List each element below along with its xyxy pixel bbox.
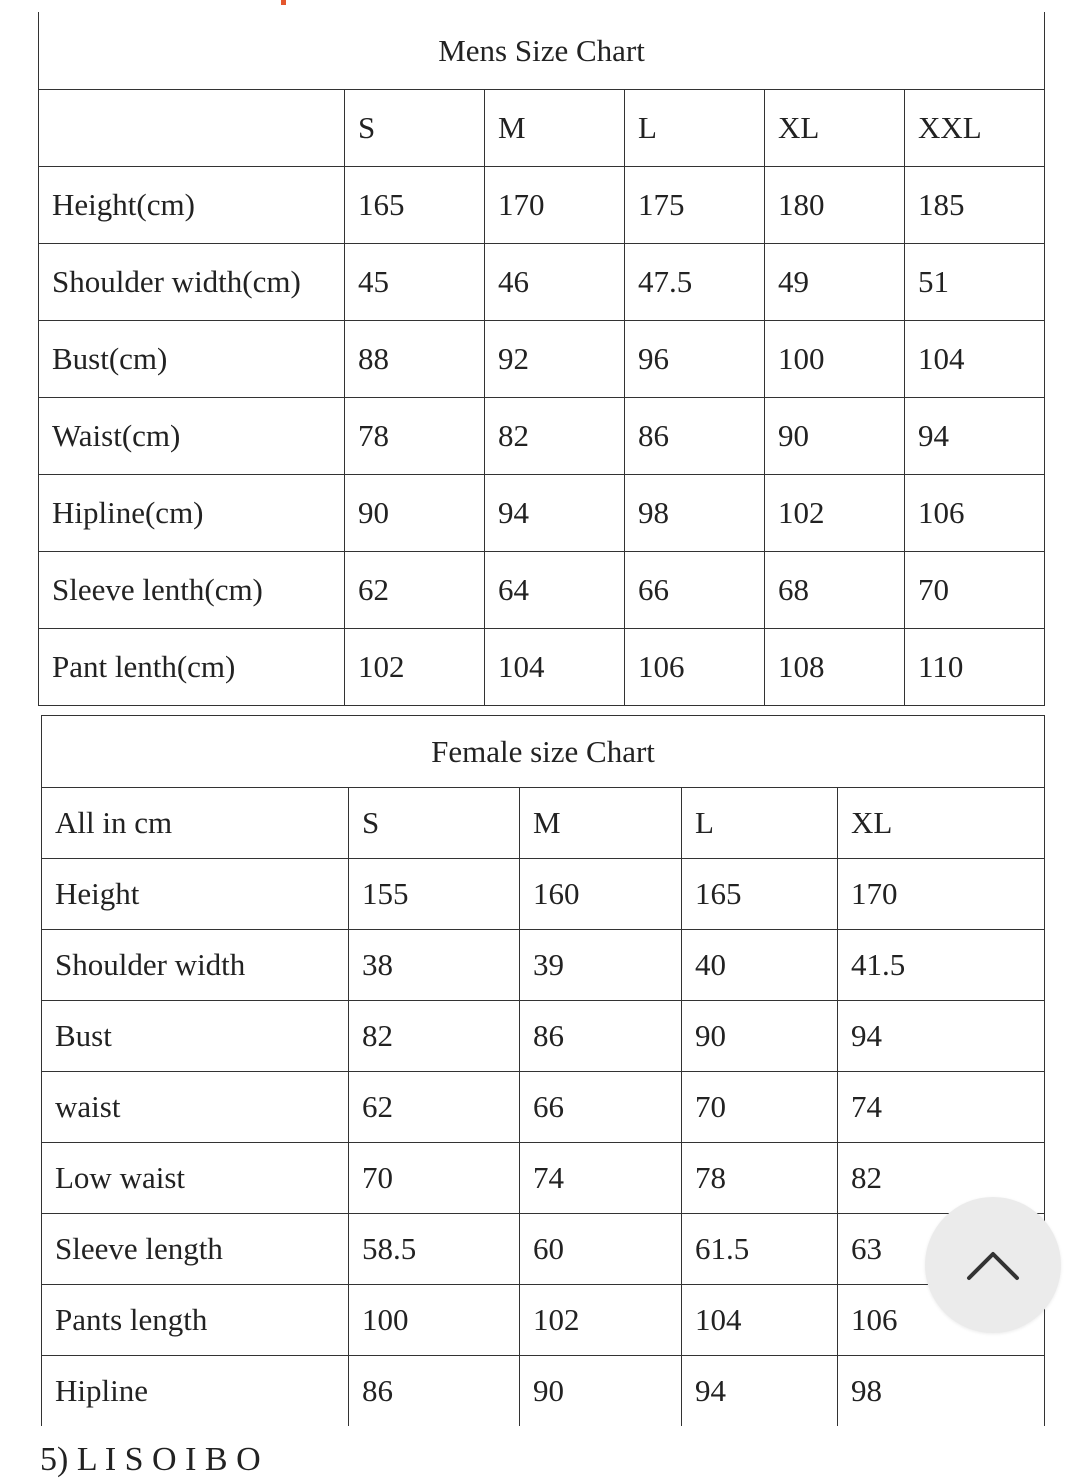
female-header-row <box>42 788 1045 859</box>
table-row <box>42 1001 1045 1072</box>
table-cell: 70 <box>905 552 1045 629</box>
table-cell: 104 <box>905 321 1045 398</box>
header-cell: M <box>520 788 682 859</box>
table-cell: 165 <box>345 167 485 244</box>
mens-size-chart <box>38 12 1045 706</box>
table-row <box>39 475 1045 552</box>
table-cell: 90 <box>765 398 905 475</box>
table-cell: 51 <box>905 244 1045 321</box>
header-cell: XL <box>765 90 905 167</box>
table-cell: 63 <box>838 1214 1045 1285</box>
table-row <box>39 167 1045 244</box>
table-cell: 58.5 <box>349 1214 520 1285</box>
table-cell: 180 <box>765 167 905 244</box>
row-label: Height <box>42 859 349 930</box>
table-cell: 74 <box>838 1072 1045 1143</box>
row-label: Shoulder width <box>42 930 349 1001</box>
female-chart-title: Female size Chart <box>42 716 1045 788</box>
table-cell: 86 <box>349 1356 520 1427</box>
row-label: Hipline(cm) <box>39 475 345 552</box>
header-cell <box>39 90 345 167</box>
table-row <box>39 398 1045 475</box>
header-cell: XXL <box>905 90 1045 167</box>
table-cell: 62 <box>345 552 485 629</box>
table-row <box>42 930 1045 1001</box>
table-cell: 94 <box>682 1356 838 1427</box>
table-cell: 90 <box>682 1001 838 1072</box>
table-cell: 46 <box>485 244 625 321</box>
table-cell: 41.5 <box>838 930 1045 1001</box>
table-cell: 70 <box>349 1143 520 1214</box>
header-cell: S <box>345 90 485 167</box>
table-cell: 94 <box>485 475 625 552</box>
row-label: Pants length <box>42 1285 349 1356</box>
table-cell: 78 <box>345 398 485 475</box>
row-label: Hipline <box>42 1356 349 1427</box>
table-cell: 61.5 <box>682 1214 838 1285</box>
table-cell: 82 <box>838 1143 1045 1214</box>
table-cell: 100 <box>349 1285 520 1356</box>
header-cell: S <box>349 788 520 859</box>
table-cell: 108 <box>765 629 905 706</box>
row-label: Waist(cm) <box>39 398 345 475</box>
table-cell: 170 <box>838 859 1045 930</box>
table-cell: 185 <box>905 167 1045 244</box>
table-cell: 92 <box>485 321 625 398</box>
table-cell: 62 <box>349 1072 520 1143</box>
table-cell: 104 <box>682 1285 838 1356</box>
header-cell: XL <box>838 788 1045 859</box>
table-row <box>42 859 1045 930</box>
table-cell: 64 <box>485 552 625 629</box>
row-label: Bust(cm) <box>39 321 345 398</box>
table-cell: 68 <box>765 552 905 629</box>
table-row <box>42 1214 1045 1285</box>
table-cell: 98 <box>838 1356 1045 1427</box>
table-cell: 102 <box>520 1285 682 1356</box>
table-cell: 106 <box>625 629 765 706</box>
table-cell: 96 <box>625 321 765 398</box>
table-cell: 170 <box>485 167 625 244</box>
row-label: Pant lenth(cm) <box>39 629 345 706</box>
table-cell: 94 <box>905 398 1045 475</box>
chevron-up-icon <box>965 1248 1021 1282</box>
table-cell: 98 <box>625 475 765 552</box>
table-row <box>39 321 1045 398</box>
header-cell: L <box>625 90 765 167</box>
mens-chart-title: Mens Size Chart <box>39 12 1045 90</box>
row-label: Sleeve lenth(cm) <box>39 552 345 629</box>
table-cell: 88 <box>345 321 485 398</box>
row-label: Height(cm) <box>39 167 345 244</box>
row-label: waist <box>42 1072 349 1143</box>
table-cell: 165 <box>682 859 838 930</box>
table-cell: 70 <box>682 1072 838 1143</box>
table-cell: 94 <box>838 1001 1045 1072</box>
row-label: Bust <box>42 1001 349 1072</box>
table-cell: 40 <box>682 930 838 1001</box>
table-row <box>39 629 1045 706</box>
table-cell: 102 <box>765 475 905 552</box>
table-cell: 106 <box>905 475 1045 552</box>
table-row <box>42 1356 1045 1427</box>
table-cell: 78 <box>682 1143 838 1214</box>
table-row <box>39 552 1045 629</box>
table-cell: 110 <box>905 629 1045 706</box>
accent-mark <box>281 0 286 5</box>
table-row <box>42 1143 1045 1214</box>
table-cell: 86 <box>625 398 765 475</box>
header-cell: All in cm <box>42 788 349 859</box>
truncated-bottom-text: 5) L I S O I B O <box>40 1441 261 1478</box>
table-row <box>39 244 1045 321</box>
mens-header-row <box>39 90 1045 167</box>
table-cell: 160 <box>520 859 682 930</box>
table-cell: 39 <box>520 930 682 1001</box>
scroll-to-top-button[interactable] <box>925 1197 1061 1333</box>
table-cell: 47.5 <box>625 244 765 321</box>
table-cell: 86 <box>520 1001 682 1072</box>
table-cell: 38 <box>349 930 520 1001</box>
table-row <box>42 1072 1045 1143</box>
table-cell: 90 <box>520 1356 682 1427</box>
row-label: Low waist <box>42 1143 349 1214</box>
row-label: Shoulder width(cm) <box>39 244 345 321</box>
table-cell: 45 <box>345 244 485 321</box>
table-cell: 60 <box>520 1214 682 1285</box>
table-cell: 155 <box>349 859 520 930</box>
table-cell: 90 <box>345 475 485 552</box>
table-cell: 74 <box>520 1143 682 1214</box>
table-cell: 82 <box>485 398 625 475</box>
female-size-chart <box>41 715 1045 1426</box>
header-cell: L <box>682 788 838 859</box>
table-cell: 102 <box>345 629 485 706</box>
table-row <box>42 1285 1045 1356</box>
header-cell: M <box>485 90 625 167</box>
table-cell: 66 <box>625 552 765 629</box>
table-cell: 82 <box>349 1001 520 1072</box>
table-cell: 175 <box>625 167 765 244</box>
table-cell: 106 <box>838 1285 1045 1356</box>
row-label: Sleeve length <box>42 1214 349 1285</box>
table-cell: 66 <box>520 1072 682 1143</box>
table-cell: 100 <box>765 321 905 398</box>
table-cell: 49 <box>765 244 905 321</box>
table-cell: 104 <box>485 629 625 706</box>
